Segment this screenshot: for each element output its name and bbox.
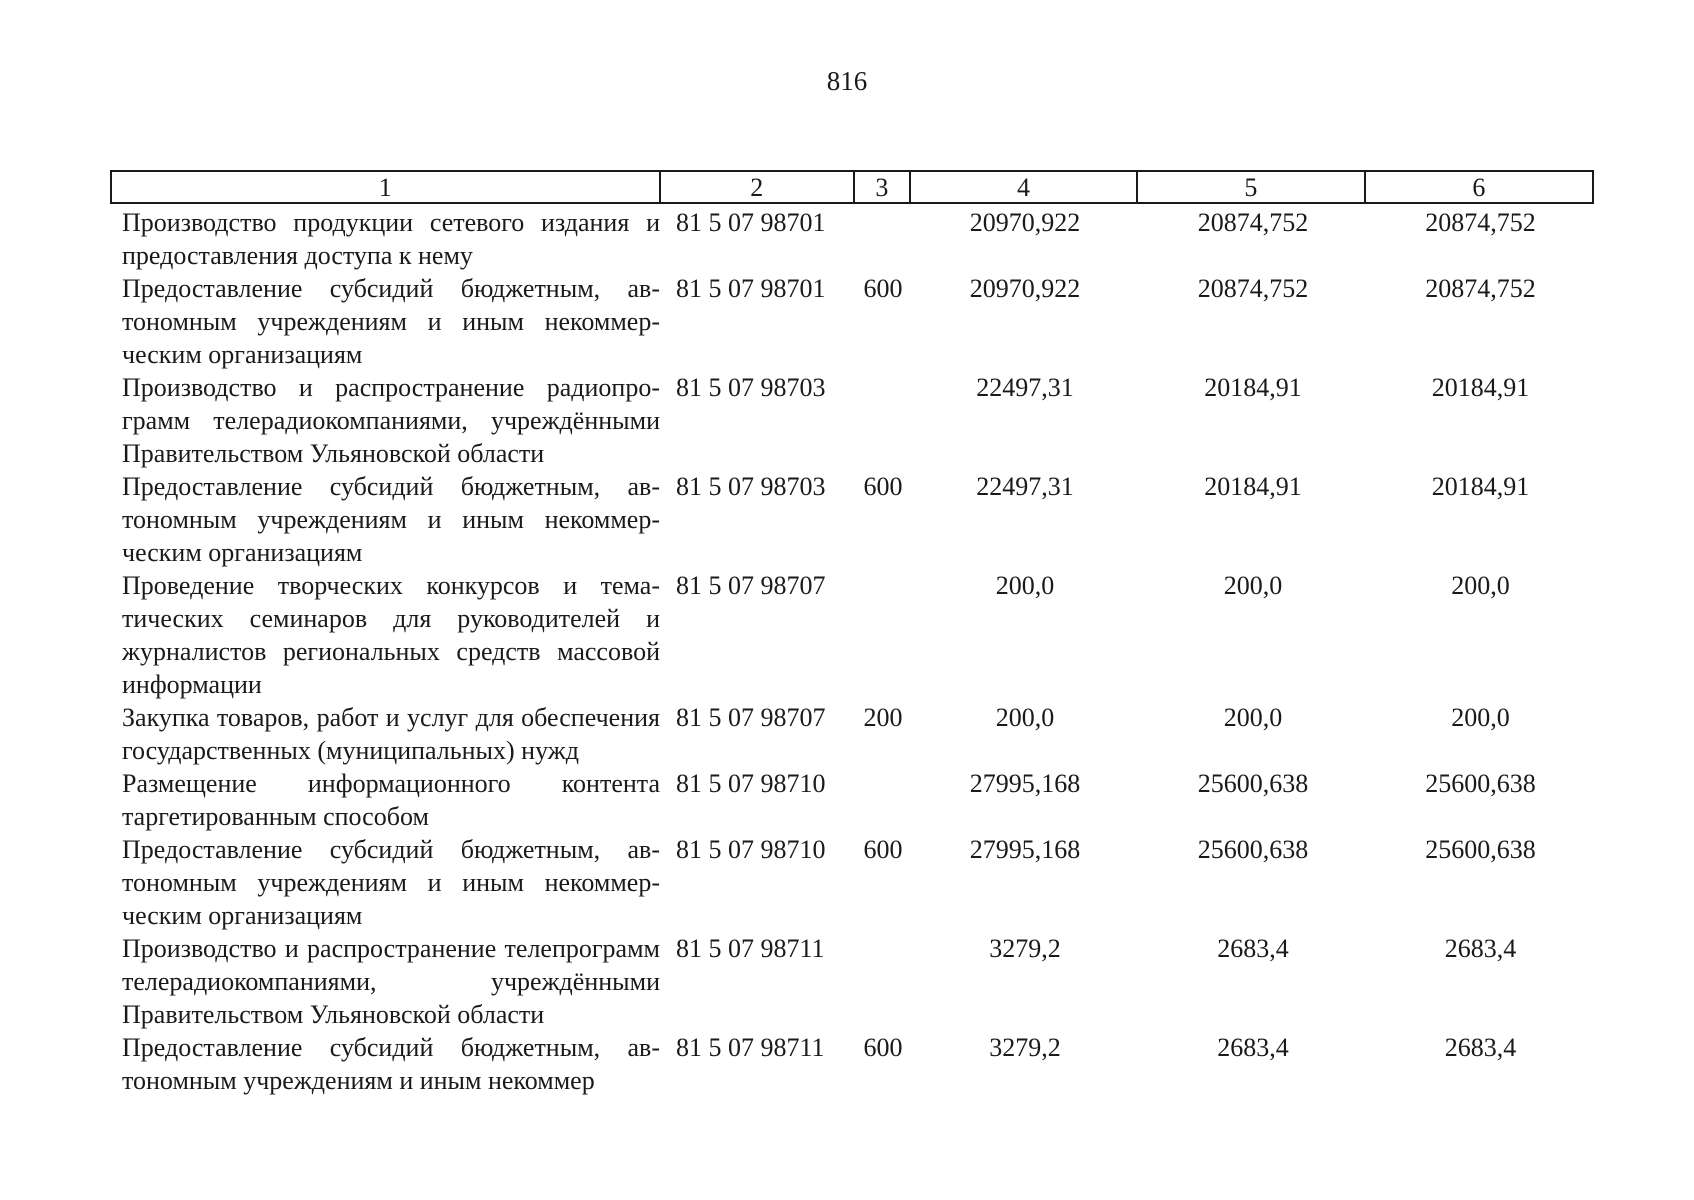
row-value-6: 25600,638: [1425, 835, 1536, 864]
row-code: 81 5 07 98703: [676, 472, 826, 501]
row-name: Предоставление субсидий бюджетным, автономным учреждениям и иным некоммерческим организациям: [122, 472, 660, 567]
row-code: 81 5 07 98710: [676, 835, 826, 864]
row-value-4: 27995,168: [969, 835, 1081, 864]
header-col-2: 2: [661, 172, 855, 202]
row-type: 600: [863, 1033, 903, 1062]
row-name: Предоставление субсидий бюджетным, автономным учреждениям и иным некоммерческим организациям: [122, 274, 660, 369]
row-name: Размещение информационного контента таргетированным способом: [122, 769, 660, 831]
row-name: Производство и распространение радиопрограмм телерадиокомпаниями, учреждёнными Правительством Ульяновской области: [122, 373, 660, 468]
table-row: [110, 701, 1594, 767]
row-value-5: 25600,638: [1197, 835, 1309, 864]
header-col-3: 3: [855, 172, 911, 202]
row-value-6: 20184,91: [1431, 373, 1530, 402]
row-value-5: 2683,4: [1217, 934, 1289, 963]
row-value-5: 2683,4: [1217, 1033, 1289, 1062]
row-name: Производство продукции сетевого издания и предоставления доступа к нему: [122, 208, 660, 270]
row-code: 81 5 07 98703: [676, 373, 826, 402]
header-col-4: 4: [911, 172, 1138, 202]
row-type: 200: [863, 703, 903, 732]
row-value-5: 200,0: [1223, 703, 1283, 732]
row-value-6: 20184,91: [1431, 472, 1530, 501]
row-type: 600: [863, 835, 903, 864]
table-row: [110, 1031, 1594, 1097]
table-row: [110, 206, 1594, 272]
row-code: 81 5 07 98711: [676, 1033, 825, 1062]
row-value-4: 3279,2: [989, 934, 1061, 963]
row-name: Предоставление субсидий бюджетным, автономным учреждениям и иным некоммерческим организациям: [122, 835, 660, 930]
row-code: 81 5 07 98701: [676, 208, 826, 237]
table-row: [110, 833, 1594, 932]
row-value-4: 27995,168: [969, 769, 1081, 798]
row-value-4: 20970,922: [969, 274, 1081, 303]
row-value-6: 20874,752: [1425, 274, 1536, 303]
table-header: [110, 170, 1594, 204]
row-value-6: 2683,4: [1444, 934, 1517, 963]
row-name: Предоставление субсидий бюджетным, автономным учреждениям и иным некоммер: [122, 1033, 660, 1095]
row-value-5: 20874,752: [1197, 274, 1309, 303]
row-value-4: 3279,2: [989, 1033, 1061, 1062]
row-value-6: 20874,752: [1425, 208, 1536, 237]
row-type: 600: [863, 472, 903, 501]
header-col-6: 6: [1472, 173, 1486, 202]
row-value-4: 22497,31: [976, 472, 1074, 501]
table-row: [110, 932, 1594, 1031]
row-name: Производство и распространение телепрограмм телерадиокомпаниями, учреждёнными Правительством Ульяновской области: [122, 934, 660, 1029]
row-code: 81 5 07 98707: [676, 703, 826, 732]
row-type: 600: [863, 274, 903, 303]
table-row: [110, 371, 1594, 470]
row-value-6: 200,0: [1451, 703, 1510, 732]
row-name: Закупка товаров, работ и услуг для обеспечения государственных (муниципальных) нужд: [122, 703, 660, 765]
table-row: [110, 569, 1594, 701]
table-row: [110, 470, 1594, 569]
row-value-4: 22497,31: [976, 373, 1074, 402]
row-value-5: 200,0: [1223, 571, 1283, 600]
row-value-4: 200,0: [995, 571, 1055, 600]
page-number: 816: [826, 66, 868, 96]
row-value-6: 200,0: [1451, 571, 1510, 600]
row-code: 81 5 07 98707: [676, 571, 826, 600]
row-code: 81 5 07 98711: [676, 934, 825, 963]
header-col-5: 5: [1138, 172, 1365, 202]
row-value-4: 200,0: [995, 703, 1055, 732]
row-value-5: 20874,752: [1197, 208, 1309, 237]
row-value-6: 2683,4: [1444, 1033, 1517, 1062]
row-value-5: 25600,638: [1197, 769, 1309, 798]
header-col-1: 1: [112, 172, 661, 202]
row-name: Проведение творческих конкурсов и тематических семинаров для руководителей и журналистов региональных средств массовой информации: [122, 571, 660, 699]
row-code: 81 5 07 98710: [676, 769, 826, 798]
row-value-6: 25600,638: [1425, 769, 1536, 798]
row-value-4: 20970,922: [969, 208, 1081, 237]
table-body: [110, 206, 1594, 1097]
row-value-5: 20184,91: [1204, 373, 1302, 402]
row-code: 81 5 07 98701: [676, 274, 826, 303]
table-row: [110, 272, 1594, 371]
row-value-5: 20184,91: [1204, 472, 1302, 501]
table-row: [110, 767, 1594, 833]
